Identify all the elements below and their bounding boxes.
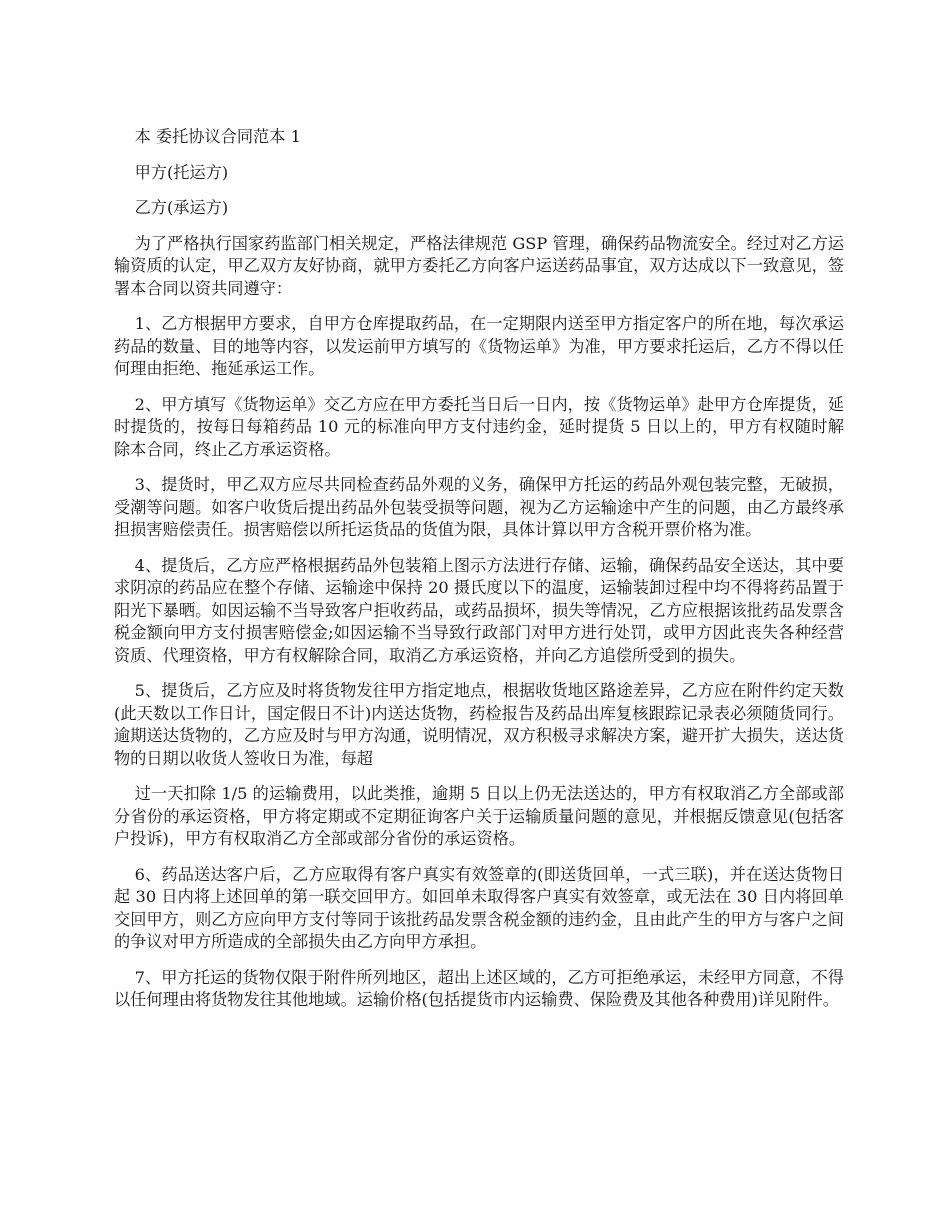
preamble-paragraph: 为了严格执行国家药监部门相关规定，严格法律规范 GSP 管理，确保药品物流安全。经过对乙方运输资质的认定，甲乙双方友好协商，就甲方委托乙方向客户运送药品事宜，双方达成以下一致意见，签署本合同以资共同遵守： <box>114 233 844 298</box>
contract-document <box>114 126 844 1025</box>
clause-3: 3、提货时，甲乙双方应尽共同检查药品外观的义务，确保甲方托运的药品外观包装完整，无破损，受潮等问题。如客户收货后提出药品外包装受损等问题，视为乙方运输途中产生的问题，由乙方最终承担损害赔偿责任。损害赔偿以所托运货品的货值为限，具体计算以甲方含税开票价格为准。 <box>114 475 844 539</box>
clause-1: 1、乙方根据甲方要求，自甲方仓库提取药品，在一定期限内送至甲方指定客户的所在地，每次承运药品的数量、目的地等内容，以发运前甲方填写的《货物运单》为准，甲方要求托运后，乙方不得以任何理由拒绝、拖延承运工作。 <box>114 314 844 378</box>
clause-6: 6、药品送达客户后，乙方应取得有客户真实有效签章的(即送货回单，一式三联)，并在送达货物日起 30 日内将上述回单的第一联交回甲方。如回单未取得客户真实有效签章，或无法在 30 日内将回单交回甲方，则乙方应向甲方支付等同于该批药品发票含税金额的违约金，且由此产生的甲方与客户之间的争议对甲方所造成的全部损失由乙方向甲方承担。 <box>114 864 844 951</box>
document-title: 本 委托协议合同范本 1 <box>134 127 301 146</box>
party-b-line: 乙方(承运方) <box>134 198 229 217</box>
clause-5-continued: 过一天扣除 1/5 的运输费用，以此类推，逾期 5 日以上仍无法送达的，甲方有权取消乙方全部或部分省份的承运资格，甲方将定期或不定期征询客户关于运输质量问题的意见，并根据反馈意见(包括客户投诉)，甲方有权取消乙方全部或部分省份的承运资格。 <box>114 784 844 848</box>
clause-7: 7、甲方托运的货物仅限于附件所列地区，超出上述区域的，乙方可拒绝承运，未经甲方同意，不得以任何理由将货物发往其他地域。运输价格(包括提货市内运输费、保险费及其他各种费用)详见附件。 <box>114 967 844 1009</box>
party-a-line: 甲方(托运方) <box>134 162 229 182</box>
clause-2: 2、甲方填写《货物运单》交乙方应在甲方委托当日后一日内，按《货物运单》赴甲方仓库提货，延时提货的，按每日每箱药品 10 元的标准向甲方支付违约金，延时提货 5 日以上的，甲方有权随时解除本合同，终止乙方承运资格。 <box>114 394 844 459</box>
clause-5: 5、提货后，乙方应及时将货物发往甲方指定地点，根据收货地区路途差异，乙方应在附件约定天数(此天数以工作日计，国定假日不计)内送达货物，药检报告及药品出库复核跟踪记录表必须随货同行。逾期送达货物的，乙方应及时与甲方沟通，说明情况，双方积极寻求解决方案，避开扩大损失，送达货物的日期以收货人签收日为准，每超 <box>114 681 844 768</box>
clause-4: 4、提货后，乙方应严格根据药品外包装箱上图示方法进行存储、运输，确保药品安全送达，其中要求阴凉的药品应在整个存储、运输途中保持 20 摄氏度以下的温度，运输装卸过程中均不得将药品置于阳光下暴晒。如因运输不当导致客户拒收药品，或药品损坏，损失等情况，乙方应根据该批药品发票含税金额向甲方支付损害赔偿金;如因运输不当导致行政部门对甲方进行处罚，或甲方因此丧失各种经营资质、代理资格，甲方有权解除合同，取消乙方承运资格，并向乙方追偿所受到的损失。 <box>114 555 844 665</box>
